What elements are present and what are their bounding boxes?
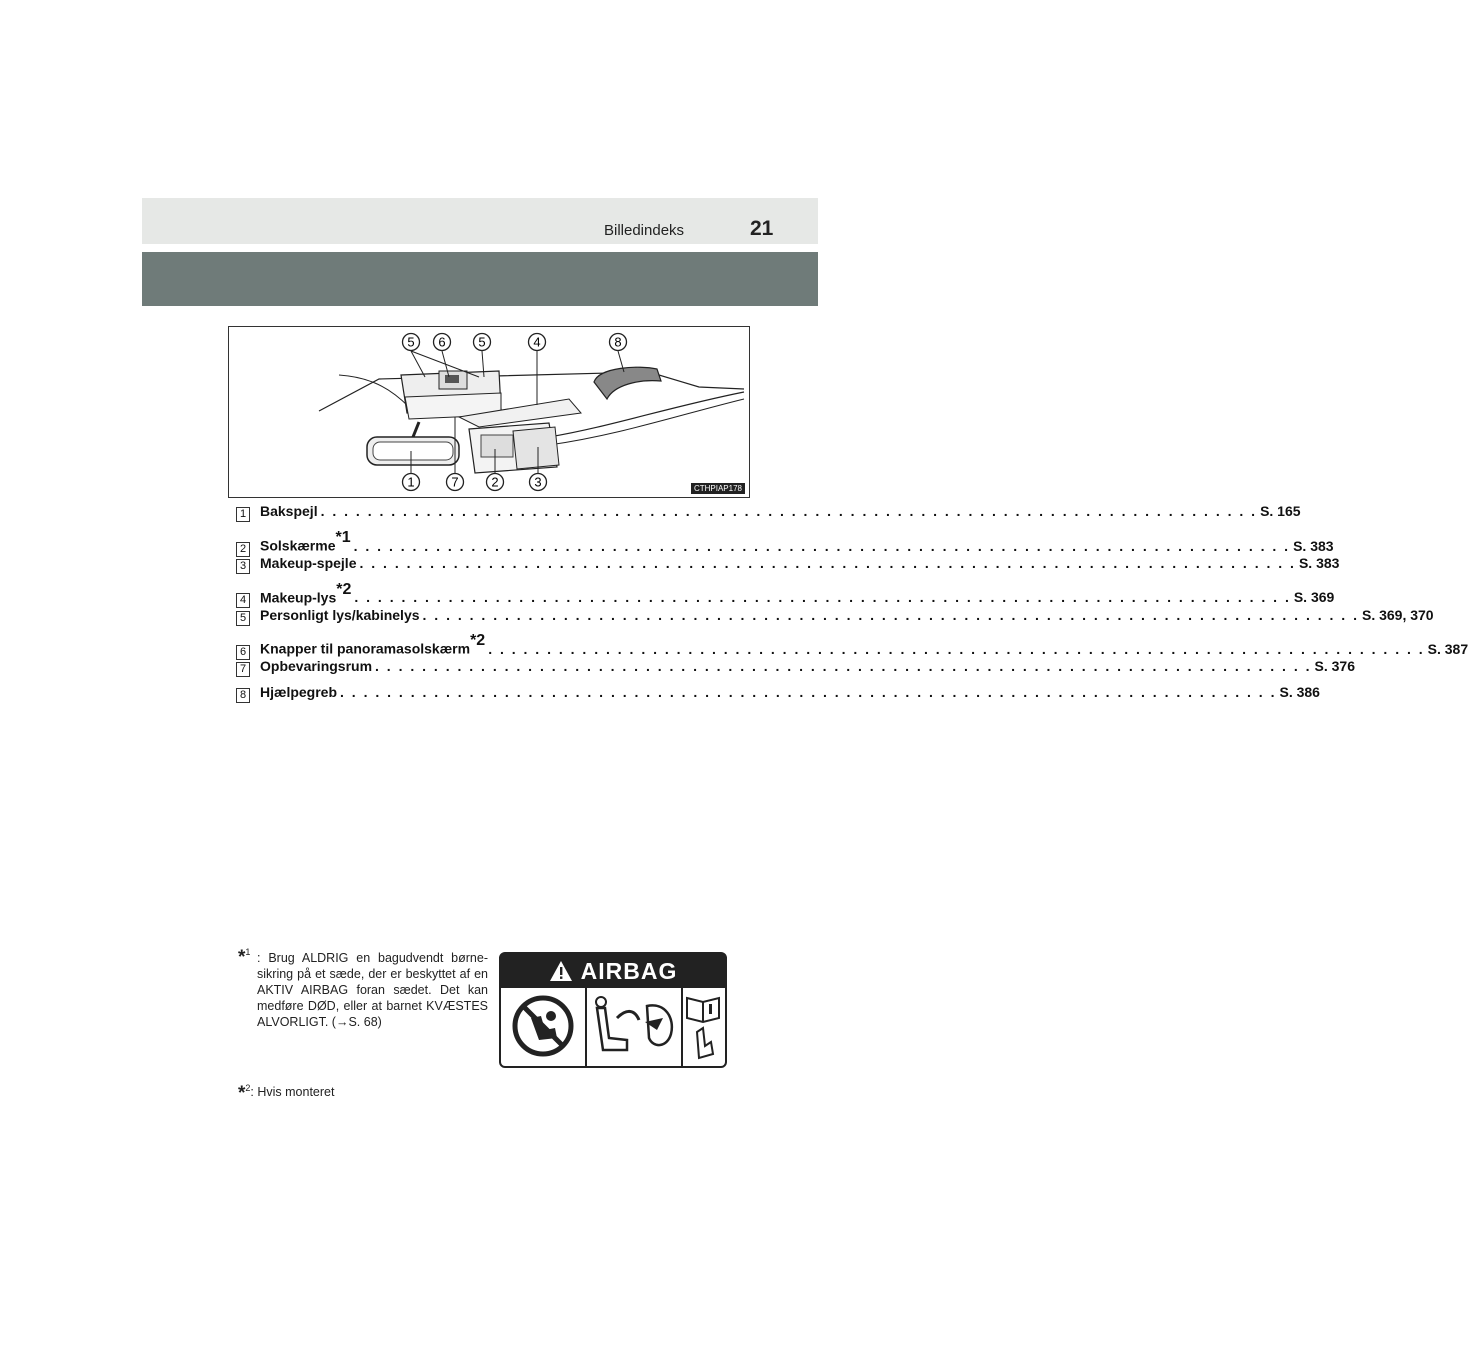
dot-leader: . . . . . . . . . . . . . . . . . . . . . . . . . . . . . . . . . . . . . . . . . . . . . . . . . . . . . . . . . . . . . . . . . . . . . . . . . . . . . . . . bbox=[353, 537, 1291, 554]
callout-number: 7 bbox=[451, 474, 459, 490]
index-row bbox=[236, 580, 1335, 607]
callout-number: 5 bbox=[478, 334, 486, 350]
page-reference: S. 387 bbox=[1427, 641, 1468, 658]
index-row bbox=[236, 658, 1355, 684]
footnote-1-sup: 1 bbox=[245, 947, 251, 957]
footnote-1-mark: * bbox=[238, 947, 246, 968]
page-number: 21 bbox=[750, 217, 774, 240]
callout-top-2 bbox=[474, 334, 491, 351]
dot-leader: . . . . . . . . . . . . . . . . . . . . . . . . . . . . . . . . . . . . . . . . . . . . . . . . . . . . . . . . . . . . . . . . . . . . . . . . . . . . . . . . bbox=[340, 684, 1277, 701]
manual-panel bbox=[683, 988, 725, 1066]
callout-number: 4 bbox=[533, 334, 541, 350]
dot-leader: . . . . . . . . . . . . . . . . . . . . . . . . . . . . . . . . . . . . . . . . . . . . . . . . . . . . . . . . . . . . . . . . . . . . . . . . . . . . . . . . bbox=[320, 503, 1258, 519]
callout-bottom-3 bbox=[530, 474, 547, 491]
section-title: Billedindeks bbox=[604, 222, 685, 239]
index-row bbox=[236, 503, 1301, 529]
callout-top-4 bbox=[610, 334, 627, 351]
item-label bbox=[260, 581, 351, 606]
index-row bbox=[236, 554, 1340, 581]
dot-leader: . . . . . . . . . . . . . . . . . . . . . . . . . . . . . . . . . . . . . . . . . . . . . . . . . . . . . . . . . . . . . . . . . . . . . . . . . . . . . . . . bbox=[359, 554, 1296, 571]
page-reference: S. 383 bbox=[1298, 554, 1340, 571]
item-label-text: Hjælpegreb bbox=[260, 684, 338, 701]
airbag-title: AIRBAG bbox=[580, 957, 678, 984]
footnote-2-sup: 2 bbox=[245, 1083, 251, 1093]
callout-number: 5 bbox=[407, 334, 415, 350]
footnote-2-text: : Hvis monteret bbox=[250, 1085, 335, 1099]
warning-triangle-icon bbox=[549, 960, 573, 982]
item-label bbox=[260, 555, 356, 571]
prohibited-child-seat-icon bbox=[501, 988, 585, 1064]
callout-bottom-0 bbox=[403, 474, 420, 491]
item-number: 5 bbox=[236, 611, 250, 626]
dot-leader: . . . . . . . . . . . . . . . . . . . . . . . . . . . . . . . . . . . . . . . . . . . . . . . . . . . . . . . . . . . . . . . . . . . . . . . . . . . . . . . . bbox=[375, 658, 1312, 675]
callout-bottom-1 bbox=[447, 474, 464, 491]
item-note: *2 bbox=[336, 580, 352, 598]
callout-number: 6 bbox=[438, 334, 446, 350]
callout-bottom-2 bbox=[487, 474, 504, 491]
callout-number: 1 bbox=[407, 474, 415, 490]
callout-number: 8 bbox=[614, 334, 622, 350]
index-row bbox=[236, 606, 1434, 633]
item-number: 6 bbox=[236, 645, 250, 660]
index-list bbox=[236, 503, 1468, 710]
item-label-text: Makeup-spejle bbox=[260, 554, 357, 571]
read-manual-icon bbox=[683, 988, 723, 1064]
item-note: *2 bbox=[470, 632, 486, 650]
airbag-label-header bbox=[501, 954, 725, 988]
item-label bbox=[260, 658, 372, 674]
item-label bbox=[260, 684, 337, 700]
item-label-text: Makeup-lys bbox=[260, 589, 337, 606]
item-label bbox=[260, 607, 420, 623]
index-row bbox=[236, 632, 1468, 659]
dot-leader: . . . . . . . . . . . . . . . . . . . . . . . . . . . . . . . . . . . . . . . . . . . . . . . . . . . . . . . . . . . . . . . . . . . . . . . . . . . . . . . . bbox=[354, 589, 1291, 606]
footnote-1 bbox=[238, 944, 488, 1030]
airbag-warning-label bbox=[499, 952, 727, 1068]
footnote-1-text: : Brug ALDRIG en bagudvendt børne-sikring på et sæde, der er beskyttet af en AKTIV AIRBAG foran sædet. Det kan medføre DØD, eller at barnet KVÆSTES ALVORLIGT. (→S. 68) bbox=[257, 951, 488, 1029]
item-note: *1 bbox=[335, 528, 351, 546]
airbag-deploy-icon bbox=[587, 988, 681, 1064]
footnote-2-mark: * bbox=[238, 1083, 246, 1104]
figure-code: CTHPIAP178 bbox=[691, 483, 745, 494]
header-bar bbox=[142, 198, 818, 244]
item-label bbox=[260, 503, 318, 519]
item-label-text: Bakspejl bbox=[260, 503, 318, 519]
dot-leader: . . . . . . . . . . . . . . . . . . . . . . . . . . . . . . . . . . . . . . . . . . . . . . . . . . . . . . . . . . . . . . . . . . . . . . . . . . . . . . . . bbox=[422, 606, 1359, 623]
item-number: 4 bbox=[236, 593, 250, 608]
page-reference: S. 386 bbox=[1279, 684, 1320, 701]
section-band bbox=[142, 252, 818, 306]
airbag-deploy-panel bbox=[587, 988, 683, 1066]
callout-number: 3 bbox=[534, 474, 542, 490]
item-number: 1 bbox=[236, 507, 250, 522]
callout-number: 2 bbox=[491, 474, 499, 490]
callout-top-0 bbox=[403, 334, 420, 351]
index-row bbox=[236, 684, 1320, 710]
page-reference: S. 369 bbox=[1293, 589, 1335, 606]
callout-layer bbox=[229, 327, 749, 497]
item-number: 8 bbox=[236, 688, 250, 703]
index-row bbox=[236, 528, 1334, 555]
item-number: 3 bbox=[236, 559, 250, 574]
no-rear-facing-seat-panel bbox=[501, 988, 587, 1066]
item-label bbox=[260, 632, 485, 657]
overhead-console-figure bbox=[228, 326, 750, 498]
airbag-label-panels bbox=[501, 988, 725, 1066]
page-reference: S. 165 bbox=[1260, 503, 1301, 519]
item-number: 7 bbox=[236, 662, 250, 677]
page-reference: S. 369, 370 bbox=[1361, 606, 1434, 623]
page-reference: S. 376 bbox=[1314, 658, 1355, 675]
callout-top-1 bbox=[434, 334, 451, 351]
callout-top-3 bbox=[529, 334, 546, 351]
dot-leader: . . . . . . . . . . . . . . . . . . . . . . . . . . . . . . . . . . . . . . . . . . . . . . . . . . . . . . . . . . . . . . . . . . . . . . . . . . . . . . . . bbox=[488, 641, 1425, 658]
item-label-text: Solskærme bbox=[260, 537, 336, 554]
page-reference: S. 383 bbox=[1293, 537, 1334, 554]
item-label-text: Personligt lys/kabinelys bbox=[260, 606, 420, 623]
item-label-text: Opbevaringsrum bbox=[260, 658, 373, 675]
item-number: 2 bbox=[236, 542, 250, 557]
item-label bbox=[260, 529, 351, 554]
item-label-text: Knapper til panoramasolskærm bbox=[260, 641, 471, 658]
footnote-2 bbox=[238, 1080, 334, 1102]
